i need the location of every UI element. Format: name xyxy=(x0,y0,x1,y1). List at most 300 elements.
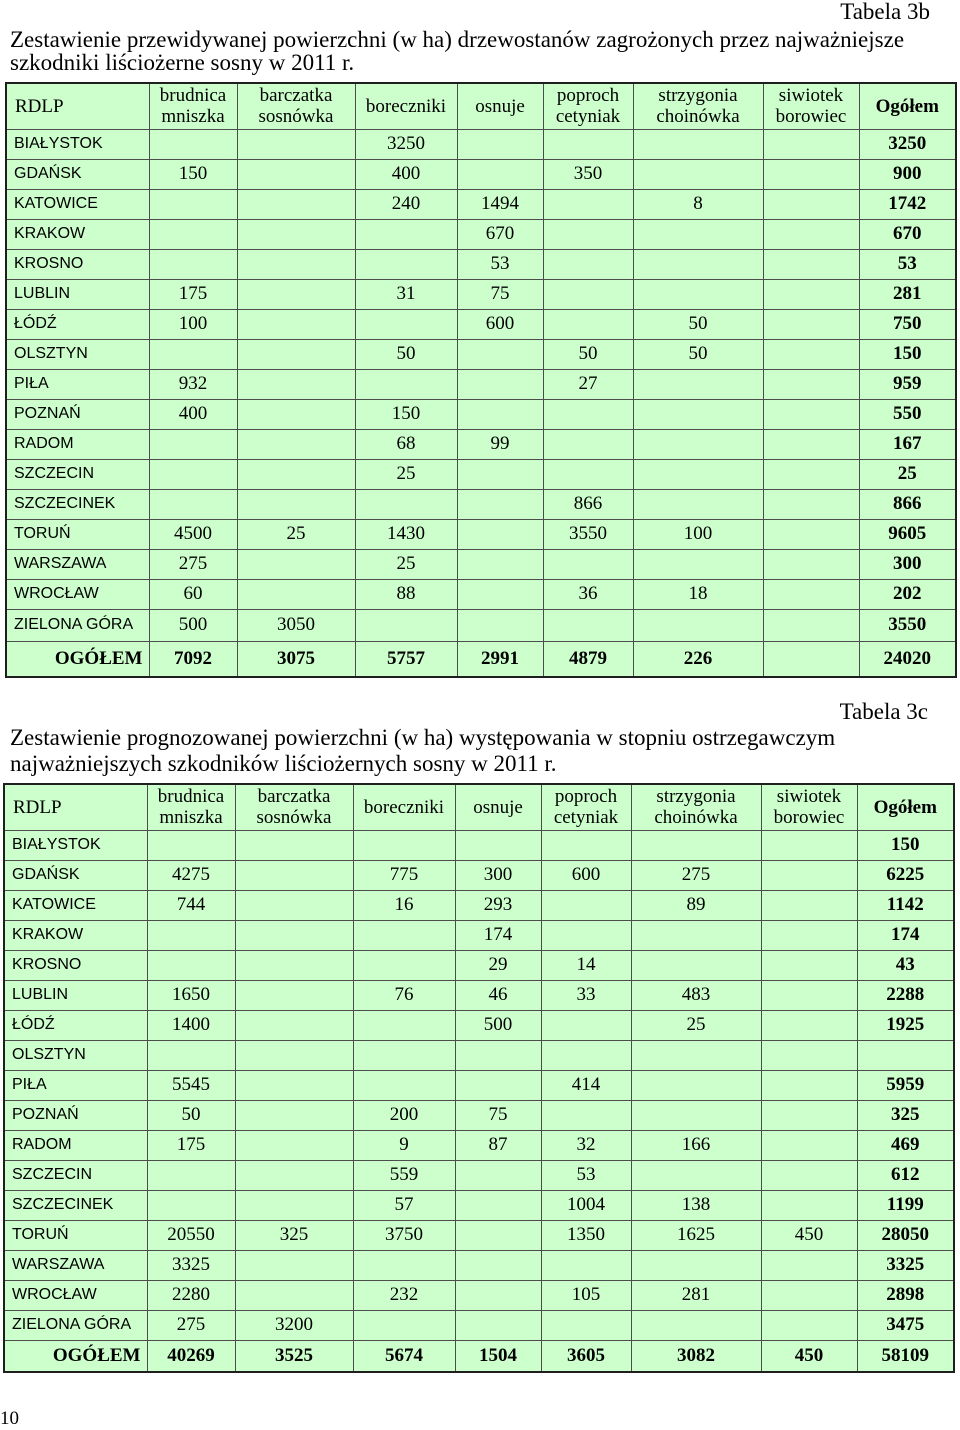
cell-ogolem: 43 xyxy=(857,950,954,980)
total-cell-barczatka-sosnowka: 3525 xyxy=(235,1340,353,1372)
cell-siwiotek-borowiec xyxy=(763,369,859,399)
table-row xyxy=(4,1220,954,1250)
cell-boreczniki xyxy=(355,489,457,519)
rdlp-name: OLSZTYN xyxy=(4,1040,147,1070)
rdlp-name: GDAŃSK xyxy=(4,860,147,890)
cell-poproch-cetyniak: 1350 xyxy=(541,1220,631,1250)
rdlp-name: KRAKOW xyxy=(4,920,147,950)
table-row xyxy=(6,489,956,519)
cell-brudnica-mniszka: 4275 xyxy=(147,860,235,890)
cell-siwiotek-borowiec xyxy=(763,129,859,159)
cell-boreczniki xyxy=(353,1070,455,1100)
table-row xyxy=(6,339,956,369)
cell-osnuje: 53 xyxy=(457,249,543,279)
column-header-line: cetyniak xyxy=(553,807,619,829)
table-row xyxy=(4,1190,954,1220)
column-header-rdlp: RDLP xyxy=(6,83,149,129)
cell-boreczniki xyxy=(355,249,457,279)
column-header-line: brudnica xyxy=(159,85,227,107)
cell-ogolem: 150 xyxy=(857,830,954,860)
table-row xyxy=(6,399,956,429)
cell-strzygonia-choinowka xyxy=(633,429,763,459)
cell-ogolem: 25 xyxy=(859,459,956,489)
cell-boreczniki: 240 xyxy=(355,189,457,219)
cell-barczatka-sosnowka xyxy=(237,219,355,249)
cell-poproch-cetyniak xyxy=(543,249,633,279)
cell-brudnica-mniszka: 932 xyxy=(149,369,237,399)
header-row xyxy=(6,83,956,129)
cell-strzygonia-choinowka: 18 xyxy=(633,579,763,609)
total-cell-strzygonia-choinowka: 226 xyxy=(633,641,763,677)
column-header-line: poproch xyxy=(556,85,620,107)
total-cell-strzygonia-choinowka: 3082 xyxy=(631,1340,761,1372)
cell-poproch-cetyniak xyxy=(541,890,631,920)
table-title-line: Zestawienie prognozowanej powierzchni (w ha) występowania w stopniu ostrzegawczym xyxy=(10,725,836,750)
cell-strzygonia-choinowka xyxy=(633,279,763,309)
cell-brudnica-mniszka: 3325 xyxy=(147,1250,235,1280)
table-row xyxy=(6,459,956,489)
rdlp-name: BIAŁYSTOK xyxy=(6,129,149,159)
cell-siwiotek-borowiec xyxy=(761,1040,857,1070)
cell-ogolem: 3550 xyxy=(859,609,956,641)
cell-osnuje xyxy=(457,579,543,609)
cell-barczatka-sosnowka xyxy=(237,309,355,339)
cell-poproch-cetyniak: 866 xyxy=(543,489,633,519)
table-row xyxy=(6,369,956,399)
cell-poproch-cetyniak: 350 xyxy=(543,159,633,189)
column-header-boreczniki xyxy=(355,83,457,129)
table-row xyxy=(6,549,956,579)
cell-barczatka-sosnowka xyxy=(235,1010,353,1040)
cell-barczatka-sosnowka xyxy=(237,549,355,579)
cell-siwiotek-borowiec xyxy=(763,399,859,429)
cell-osnuje xyxy=(455,1310,541,1340)
rdlp-name: ŁÓDŹ xyxy=(6,309,149,339)
rdlp-name: POZNAŃ xyxy=(6,399,149,429)
cell-brudnica-mniszka: 150 xyxy=(149,159,237,189)
cell-strzygonia-choinowka xyxy=(633,399,763,429)
cell-poproch-cetyniak: 36 xyxy=(543,579,633,609)
total-cell-ogolem: 58109 xyxy=(857,1340,954,1372)
cell-brudnica-mniszka: 744 xyxy=(147,890,235,920)
cell-brudnica-mniszka xyxy=(149,339,237,369)
cell-barczatka-sosnowka xyxy=(237,429,355,459)
column-header-line: sosnówka xyxy=(256,807,332,829)
cell-barczatka-sosnowka xyxy=(235,1280,353,1310)
rdlp-name: RADOM xyxy=(6,429,149,459)
table-row xyxy=(6,159,956,189)
table-row xyxy=(6,129,956,159)
cell-ogolem: 300 xyxy=(859,549,956,579)
rdlp-name: WROCŁAW xyxy=(6,579,149,609)
rdlp-name: KROSNO xyxy=(4,950,147,980)
cell-osnuje: 75 xyxy=(457,279,543,309)
cell-boreczniki xyxy=(353,920,455,950)
cell-osnuje xyxy=(457,549,543,579)
cell-poproch-cetyniak: 53 xyxy=(541,1160,631,1190)
cell-boreczniki xyxy=(353,1040,455,1070)
cell-osnuje xyxy=(455,1250,541,1280)
cell-ogolem: 53 xyxy=(859,249,956,279)
cell-ogolem: 6225 xyxy=(857,860,954,890)
column-header-brudnica-mniszka xyxy=(149,83,237,129)
table-title xyxy=(10,28,904,74)
column-header-barczatka-sosnowka xyxy=(235,784,353,830)
cell-siwiotek-borowiec xyxy=(761,1100,857,1130)
cell-ogolem: 550 xyxy=(859,399,956,429)
cell-ogolem: 150 xyxy=(859,339,956,369)
cell-brudnica-mniszka: 275 xyxy=(149,549,237,579)
column-header-rdlp: RDLP xyxy=(4,784,147,830)
column-header-line: osnuje xyxy=(473,796,523,818)
column-header-line: sosnówka xyxy=(258,106,334,128)
cell-poproch-cetyniak xyxy=(543,609,633,641)
column-header-line: poproch xyxy=(554,786,618,808)
cell-poproch-cetyniak xyxy=(541,1310,631,1340)
rdlp-name: OLSZTYN xyxy=(6,339,149,369)
cell-ogolem: 9605 xyxy=(859,519,956,549)
table-row xyxy=(4,1250,954,1280)
cell-strzygonia-choinowka xyxy=(633,459,763,489)
cell-strzygonia-choinowka xyxy=(633,369,763,399)
cell-boreczniki xyxy=(355,609,457,641)
cell-boreczniki xyxy=(353,1310,455,1340)
cell-boreczniki: 16 xyxy=(353,890,455,920)
column-header-line: boreczniki xyxy=(365,95,447,117)
cell-strzygonia-choinowka xyxy=(633,129,763,159)
cell-siwiotek-borowiec xyxy=(763,159,859,189)
cell-osnuje xyxy=(457,519,543,549)
cell-barczatka-sosnowka xyxy=(237,159,355,189)
rdlp-name: WARSZAWA xyxy=(4,1250,147,1280)
column-header-barczatka-sosnowka xyxy=(237,83,355,129)
column-header-brudnica-mniszka xyxy=(147,784,235,830)
table-row xyxy=(4,1280,954,1310)
column-header-siwiotek-borowiec xyxy=(763,83,859,129)
rdlp-name: SZCZECINEK xyxy=(4,1190,147,1220)
cell-osnuje: 670 xyxy=(457,219,543,249)
cell-poproch-cetyniak: 32 xyxy=(541,1130,631,1160)
total-cell-siwiotek-borowiec xyxy=(763,641,859,677)
cell-siwiotek-borowiec xyxy=(763,339,859,369)
rdlp-name: ZIELONA GÓRA xyxy=(4,1310,147,1340)
cell-boreczniki xyxy=(355,369,457,399)
cell-ogolem: 3475 xyxy=(857,1310,954,1340)
table-row xyxy=(4,950,954,980)
cell-strzygonia-choinowka: 281 xyxy=(631,1280,761,1310)
cell-poproch-cetyniak: 105 xyxy=(541,1280,631,1310)
cell-siwiotek-borowiec xyxy=(763,549,859,579)
cell-strzygonia-choinowka xyxy=(633,219,763,249)
cell-osnuje xyxy=(457,129,543,159)
cell-strzygonia-choinowka: 50 xyxy=(633,309,763,339)
cell-poproch-cetyniak: 414 xyxy=(541,1070,631,1100)
cell-ogolem: 1142 xyxy=(857,890,954,920)
table-row xyxy=(4,1130,954,1160)
cell-ogolem: 281 xyxy=(859,279,956,309)
rdlp-name: PIŁA xyxy=(4,1070,147,1100)
cell-osnuje: 1494 xyxy=(457,189,543,219)
cell-siwiotek-borowiec xyxy=(761,1280,857,1310)
cell-siwiotek-borowiec xyxy=(763,429,859,459)
cell-brudnica-mniszka xyxy=(147,920,235,950)
cell-strzygonia-choinowka xyxy=(631,1100,761,1130)
cell-osnuje: 500 xyxy=(455,1010,541,1040)
column-header-line: brudnica xyxy=(157,786,225,808)
cell-brudnica-mniszka xyxy=(149,459,237,489)
cell-barczatka-sosnowka: 3200 xyxy=(235,1310,353,1340)
table-title-line: Zestawienie przewidywanej powierzchni (w ha) drzewostanów zagrożonych przez najważniejsze xyxy=(10,27,905,52)
cell-siwiotek-borowiec xyxy=(761,1070,857,1100)
total-cell-osnuje: 2991 xyxy=(457,641,543,677)
rdlp-name: TORUŃ xyxy=(4,1220,147,1250)
cell-barczatka-sosnowka xyxy=(235,1160,353,1190)
cell-osnuje: 75 xyxy=(455,1100,541,1130)
cell-brudnica-mniszka: 1650 xyxy=(147,980,235,1010)
total-cell-brudnica-mniszka: 40269 xyxy=(147,1340,235,1372)
cell-poproch-cetyniak: 600 xyxy=(541,860,631,890)
cell-boreczniki xyxy=(353,830,455,860)
table-row xyxy=(6,189,956,219)
cell-barczatka-sosnowka xyxy=(237,339,355,369)
column-header-line: siwiotek xyxy=(778,85,844,107)
cell-osnuje: 29 xyxy=(455,950,541,980)
table-row xyxy=(6,519,956,549)
cell-siwiotek-borowiec xyxy=(761,980,857,1010)
table-body xyxy=(4,830,954,1372)
column-header-line: Ogółem xyxy=(875,95,939,117)
cell-barczatka-sosnowka xyxy=(237,279,355,309)
rdlp-name: LUBLIN xyxy=(6,279,149,309)
table-row xyxy=(4,860,954,890)
cell-barczatka-sosnowka xyxy=(235,1100,353,1130)
table-label: Tabela 3b xyxy=(840,0,930,24)
table-title-line: szkodniki liściożerne sosny w 2011 r. xyxy=(10,50,355,75)
page-number: 10 xyxy=(0,1408,19,1429)
cell-osnuje xyxy=(455,1040,541,1070)
cell-ogolem: 959 xyxy=(859,369,956,399)
table-row xyxy=(4,1310,954,1340)
column-header-osnuje xyxy=(455,784,541,830)
cell-strzygonia-choinowka: 275 xyxy=(631,860,761,890)
pest-area-table xyxy=(5,82,957,678)
cell-siwiotek-borowiec xyxy=(763,249,859,279)
cell-poproch-cetyniak xyxy=(543,279,633,309)
column-header-poproch-cetyniak xyxy=(541,784,631,830)
cell-strzygonia-choinowka xyxy=(631,830,761,860)
cell-siwiotek-borowiec: 450 xyxy=(761,1220,857,1250)
table-title xyxy=(10,725,835,777)
cell-siwiotek-borowiec xyxy=(761,950,857,980)
cell-strzygonia-choinowka xyxy=(631,920,761,950)
total-cell-ogolem: 24020 xyxy=(859,641,956,677)
cell-ogolem: 670 xyxy=(859,219,956,249)
cell-poproch-cetyniak xyxy=(541,1100,631,1130)
column-header-line: siwiotek xyxy=(776,786,842,808)
cell-barczatka-sosnowka xyxy=(237,399,355,429)
cell-boreczniki: 50 xyxy=(355,339,457,369)
rdlp-name: POZNAŃ xyxy=(4,1100,147,1130)
cell-osnuje xyxy=(457,489,543,519)
cell-poproch-cetyniak: 33 xyxy=(541,980,631,1010)
cell-poproch-cetyniak xyxy=(543,399,633,429)
cell-poproch-cetyniak: 50 xyxy=(543,339,633,369)
cell-barczatka-sosnowka: 25 xyxy=(237,519,355,549)
total-cell-barczatka-sosnowka: 3075 xyxy=(237,641,355,677)
cell-ogolem: 469 xyxy=(857,1130,954,1160)
cell-siwiotek-borowiec xyxy=(761,920,857,950)
cell-osnuje xyxy=(455,830,541,860)
column-header-line: choinówka xyxy=(656,106,740,128)
column-header-line: Ogółem xyxy=(873,796,937,818)
table-title-line: najważniejszych szkodników liściożernych sosny w 2011 r. xyxy=(10,751,557,776)
total-cell-osnuje: 1504 xyxy=(455,1340,541,1372)
cell-strzygonia-choinowka: 100 xyxy=(633,519,763,549)
column-header-line: barczatka xyxy=(257,786,331,808)
cell-barczatka-sosnowka xyxy=(235,1250,353,1280)
column-header-line: barczatka xyxy=(259,85,333,107)
cell-poproch-cetyniak: 14 xyxy=(541,950,631,980)
cell-brudnica-mniszka: 275 xyxy=(147,1310,235,1340)
table-row xyxy=(4,1010,954,1040)
cell-siwiotek-borowiec xyxy=(763,489,859,519)
cell-boreczniki: 76 xyxy=(353,980,455,1010)
cell-brudnica-mniszka xyxy=(147,1040,235,1070)
cell-strzygonia-choinowka xyxy=(633,549,763,579)
cell-strzygonia-choinowka xyxy=(631,1040,761,1070)
cell-ogolem: 28050 xyxy=(857,1220,954,1250)
cell-strzygonia-choinowka: 483 xyxy=(631,980,761,1010)
cell-barczatka-sosnowka xyxy=(237,189,355,219)
cell-brudnica-mniszka xyxy=(147,1190,235,1220)
cell-boreczniki: 57 xyxy=(353,1190,455,1220)
cell-barczatka-sosnowka xyxy=(235,890,353,920)
cell-osnuje xyxy=(457,459,543,489)
cell-siwiotek-borowiec xyxy=(761,1130,857,1160)
rdlp-name: KATOWICE xyxy=(4,890,147,920)
cell-barczatka-sosnowka xyxy=(235,950,353,980)
cell-osnuje: 600 xyxy=(457,309,543,339)
cell-poproch-cetyniak xyxy=(541,1250,631,1280)
cell-boreczniki: 88 xyxy=(355,579,457,609)
cell-siwiotek-borowiec xyxy=(761,890,857,920)
cell-brudnica-mniszka: 4500 xyxy=(149,519,237,549)
total-cell-boreczniki: 5757 xyxy=(355,641,457,677)
cell-poproch-cetyniak xyxy=(541,1040,631,1070)
total-row xyxy=(4,1340,954,1372)
rdlp-name: PIŁA xyxy=(6,369,149,399)
cell-ogolem: 1742 xyxy=(859,189,956,219)
cell-poproch-cetyniak xyxy=(541,830,631,860)
cell-siwiotek-borowiec xyxy=(761,830,857,860)
total-label: OGÓŁEM xyxy=(4,1340,147,1372)
cell-osnuje xyxy=(457,399,543,429)
cell-siwiotek-borowiec xyxy=(763,519,859,549)
cell-strzygonia-choinowka xyxy=(631,1310,761,1340)
cell-brudnica-mniszka xyxy=(147,1160,235,1190)
cell-boreczniki xyxy=(353,1010,455,1040)
cell-boreczniki: 3250 xyxy=(355,129,457,159)
cell-ogolem: 5959 xyxy=(857,1070,954,1100)
column-header-line: mniszka xyxy=(159,807,223,829)
cell-osnuje xyxy=(457,339,543,369)
table-row xyxy=(6,429,956,459)
cell-osnuje: 87 xyxy=(455,1130,541,1160)
cell-boreczniki: 775 xyxy=(353,860,455,890)
cell-barczatka-sosnowka xyxy=(235,980,353,1010)
cell-osnuje: 293 xyxy=(455,890,541,920)
cell-brudnica-mniszka: 20550 xyxy=(147,1220,235,1250)
total-cell-poproch-cetyniak: 4879 xyxy=(543,641,633,677)
cell-barczatka-sosnowka xyxy=(235,1040,353,1070)
cell-boreczniki: 25 xyxy=(355,459,457,489)
cell-barczatka-sosnowka xyxy=(237,249,355,279)
rdlp-name: ŁÓDŹ xyxy=(4,1010,147,1040)
cell-strzygonia-choinowka xyxy=(631,1160,761,1190)
cell-boreczniki: 232 xyxy=(353,1280,455,1310)
column-header-line: strzygonia xyxy=(658,85,738,107)
cell-strzygonia-choinowka: 138 xyxy=(631,1190,761,1220)
rdlp-name: LUBLIN xyxy=(4,980,147,1010)
table-row xyxy=(6,579,956,609)
total-cell-siwiotek-borowiec: 450 xyxy=(761,1340,857,1372)
cell-ogolem: 1925 xyxy=(857,1010,954,1040)
column-header-strzygonia-choinowka xyxy=(631,784,761,830)
cell-strzygonia-choinowka xyxy=(633,249,763,279)
column-header-line: choinówka xyxy=(654,807,738,829)
cell-strzygonia-choinowka xyxy=(633,489,763,519)
cell-siwiotek-borowiec xyxy=(763,309,859,339)
cell-osnuje: 99 xyxy=(457,429,543,459)
table-row xyxy=(6,309,956,339)
total-row xyxy=(6,641,956,677)
cell-boreczniki xyxy=(355,219,457,249)
cell-ogolem: 2288 xyxy=(857,980,954,1010)
rdlp-name: ZIELONA GÓRA xyxy=(6,609,149,641)
cell-poproch-cetyniak: 3550 xyxy=(543,519,633,549)
cell-strzygonia-choinowka: 1625 xyxy=(631,1220,761,1250)
cell-siwiotek-borowiec xyxy=(761,1250,857,1280)
cell-barczatka-sosnowka xyxy=(237,129,355,159)
cell-boreczniki xyxy=(353,1250,455,1280)
cell-osnuje: 174 xyxy=(455,920,541,950)
cell-siwiotek-borowiec xyxy=(761,1310,857,1340)
cell-boreczniki: 9 xyxy=(353,1130,455,1160)
column-header-siwiotek-borowiec xyxy=(761,784,857,830)
rdlp-name: WROCŁAW xyxy=(4,1280,147,1310)
rdlp-name: BIAŁYSTOK xyxy=(4,830,147,860)
cell-brudnica-mniszka: 100 xyxy=(149,309,237,339)
table-row xyxy=(6,219,956,249)
column-header-boreczniki xyxy=(353,784,455,830)
cell-barczatka-sosnowka: 3050 xyxy=(237,609,355,641)
cell-siwiotek-borowiec xyxy=(761,1160,857,1190)
cell-poproch-cetyniak xyxy=(543,189,633,219)
cell-barczatka-sosnowka xyxy=(235,860,353,890)
cell-brudnica-mniszka: 175 xyxy=(149,279,237,309)
cell-brudnica-mniszka: 500 xyxy=(149,609,237,641)
cell-siwiotek-borowiec xyxy=(763,279,859,309)
total-cell-poproch-cetyniak: 3605 xyxy=(541,1340,631,1372)
cell-brudnica-mniszka: 400 xyxy=(149,399,237,429)
cell-ogolem: 174 xyxy=(857,920,954,950)
column-header-strzygonia-choinowka xyxy=(633,83,763,129)
cell-boreczniki: 400 xyxy=(355,159,457,189)
cell-boreczniki: 1430 xyxy=(355,519,457,549)
cell-strzygonia-choinowka xyxy=(633,609,763,641)
cell-osnuje xyxy=(457,369,543,399)
cell-brudnica-mniszka: 50 xyxy=(147,1100,235,1130)
